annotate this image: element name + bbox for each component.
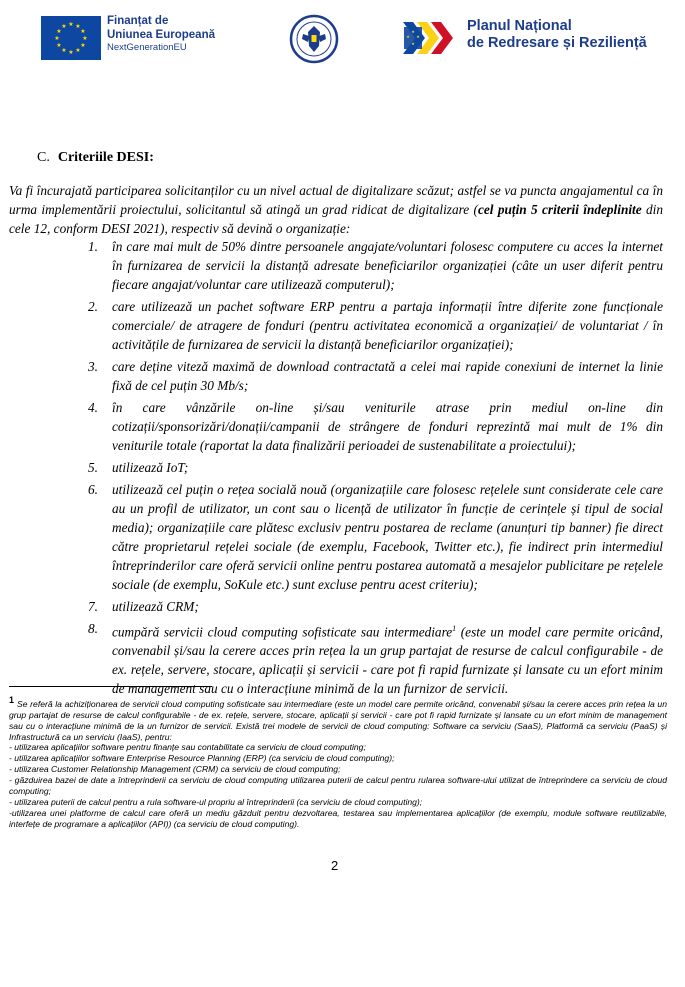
intro-part-1: Va fi încurajată participarea solicitanților cu un nivel actual de digitalizare scăzut; astfel se va puncta angajamentul ca în urma implementării proiectului, solicitantul să atingă un grad ridicat de digitalizare ( (9, 183, 663, 217)
footnote-text: Se referă la achiziționarea de servicii cloud computing sofisticate sau intermediare (este un model care permite oricând, convenabil și/sau la cerere acces prin rețea la un grup partajat de resurse de calcul configurabile - de ex. rețele, servere, stocare, aplicații și servicii - care pot fi rapid furnizate și lansate cu un efort minim de management sau cu o interacțiune minimă de la un furnizor de servicii. Există trei modele de servicii de cloud computing: Software ca serviciu (SaaS), Platformă ca serviciu (PaaS) și Infrastructură ca un serviciu (IaaS), pentru: (9, 698, 667, 742)
svg-text:★: ★ (61, 23, 67, 30)
section-letter: C. (37, 150, 50, 165)
footnote-reference[interactable]: 1 (452, 624, 457, 633)
svg-text:★: ★ (406, 34, 410, 39)
criterion-number: 8. (88, 621, 98, 636)
eu-line-1: Finanțat de (107, 15, 169, 27)
svg-text:★: ★ (75, 23, 81, 30)
footnote-line: - găzduirea bazei de date a întreprinderii ca serviciu de cloud computing utilizarea puterii de calcul pentru rularea software-ului utilizat de întreprindere ca serviciu de cloud computing; (9, 775, 667, 797)
footnote-mark: 1 (9, 695, 15, 705)
criterion-item (0, 480, 663, 594)
eu-line-3: NextGenerationEU (107, 42, 187, 54)
svg-text:★: ★ (80, 28, 86, 35)
criterion-item (0, 398, 663, 455)
svg-text:★: ★ (61, 47, 67, 54)
criteria-list (0, 237, 663, 701)
footnote-line: - utilizarea aplicațiilor software Enterprise Resource Planning (ERP) (ca serviciu de cloud computing); (9, 753, 395, 764)
footnote-line: - utilizarea aplicațiilor software pentru finanțe sau contabilitate ca serviciu de cloud computing; (9, 742, 366, 753)
intro-part-2: din cele 12, conform DESI 2021), respectiv să devină o organizație: (9, 202, 663, 236)
footnote-line (9, 695, 667, 742)
svg-text:★: ★ (82, 35, 88, 42)
criterion-number: 4. (88, 400, 98, 415)
svg-text:★: ★ (411, 29, 415, 34)
criterion-number: 1. (88, 239, 98, 254)
svg-text:★: ★ (68, 49, 74, 56)
svg-text:★: ★ (416, 34, 420, 39)
svg-text:★: ★ (80, 42, 86, 49)
svg-text:★: ★ (411, 41, 415, 46)
footnote-line: -utilizarea unei platforme de calcul care oferă un mediu găzduit pentru dezvoltarea, testarea sau implementarea aplicațiilor (de exemplu, module software reutilizabile, interfețe de programare a aplicațiilor (API)) (ca serviciu de cloud computing). (9, 807, 667, 829)
section-heading (37, 150, 154, 166)
footnote-line: - utilizarea Customer Relationship Management (CRM) ca serviciu de cloud computing; (9, 764, 341, 775)
eu-flag-logo (41, 16, 101, 60)
criterion-text: utilizează IoT; (112, 460, 189, 475)
criterion-text: cumpără servicii cloud computing sofisticate sau intermediare (112, 624, 453, 640)
criterion-number: 6. (88, 482, 98, 497)
criterion-text: utilizează cel puțin o rețea socială nouă (organizațiile care folosesc rețelele sunt considerate cele care au un profil de utilizator, un cont sau o licență de utilizator în funcție de cerințele și tipul de social media); organizațiile care plătesc exclusiv pentru postarea de reclame (anunțuri tip banner) fie direct către proprietarul rețelei sociale (de exemplu, Facebook, Twitter etc.), fie indirect prin intermediul întreprinderilor care oferă servicii online pentru postarea automată a mesajelor publicitare pe rețelele sociale (de exemplu, SoKule etc.) sunt excluse pentru acest criteriu); (112, 482, 663, 592)
svg-text:★: ★ (54, 35, 60, 42)
criterion-text: care utilizează un pachet software ERP pentru a partaja informații între diferite zone funcționale comerciale/ de atragere de fonduri (pentru activitatea economică a organizației/ de voluntariat / în activitățile de furnizarea de servicii la distanță beneficiarilor organizației); (112, 299, 663, 352)
pnrr-line-1: Planul Național (467, 18, 572, 34)
footnote (9, 695, 667, 830)
criterion-item (0, 357, 663, 395)
criterion-number: 5. (88, 460, 98, 475)
criterion-text-continued: (este un model care permite oricând, convenabil și/sau la cerere acces prin rețea la un grup partajat de resurse de calcul configurabile - de ex. rețele, servere, stocare, aplicații și servicii - care pot fi rapid furnizate și lansate cu un efort minim de management sau cu o interacțiune minimă de la un furnizor de servicii. (112, 624, 663, 697)
svg-text:★: ★ (56, 42, 62, 49)
pnrr-label (467, 18, 647, 51)
eu-stars-icon (41, 16, 101, 60)
eu-funding-label (107, 14, 215, 54)
criterion-item (0, 458, 663, 477)
criterion-number: 7. (88, 599, 98, 614)
criterion-item (0, 237, 663, 294)
criterion-item (0, 597, 663, 616)
criterion-item (0, 297, 663, 354)
page-number: 2 (331, 858, 339, 873)
government-seal-logo (289, 12, 339, 66)
criterion-text: care deține viteză maximă de download contractată a celei mai rapide conexiuni de internet la linie fixă de cel puțin 30 Mb/s; (112, 359, 663, 393)
pnrr-arrows-icon (403, 18, 463, 58)
svg-text:★: ★ (68, 21, 74, 28)
criterion-number: 3. (88, 359, 98, 374)
pnrr-line-2: de Redresare și Reziliență (467, 34, 647, 51)
section-title-text: Criteriile DESI: (57, 150, 154, 165)
criterion-text: utilizează CRM; (112, 599, 199, 614)
government-seal-icon (289, 12, 339, 66)
pnrr-logo (403, 18, 463, 58)
criterion-text: în care mai mult de 50% dintre persoanele angajate/voluntari folosesc computere cu acces la internet în furnizarea de servicii la distanță adresate beneficiarilor organizației (câte un user diferit pentru fiecare angajat/voluntar care utilizează computerul); (112, 239, 663, 292)
footnote-separator (9, 686, 212, 687)
svg-text:★: ★ (75, 47, 81, 54)
footnote-line: - utilizarea puterii de calcul pentru a rula software-ul propriu al întreprinderii (ca serviciu de cloud computing); (9, 797, 423, 808)
intro-paragraph (9, 181, 663, 238)
criterion-number: 2. (88, 299, 98, 314)
page-header (0, 0, 685, 80)
criterion-text: în care vânzările on-line și/sau veniturile atrase prin mediul on-line din cotizații/sponsorizări/donații/campanii de strângere de fonduri reprezintă mai mult de 1% din veniturile totale (raportat la data finalizării perioadei de sustenabilitate a proiectului); (112, 400, 663, 453)
eu-line-2: Uniunea Europeană (107, 29, 215, 42)
svg-text:★: ★ (56, 28, 62, 35)
intro-bold: cel puțin 5 criterii îndeplinite (477, 202, 642, 217)
